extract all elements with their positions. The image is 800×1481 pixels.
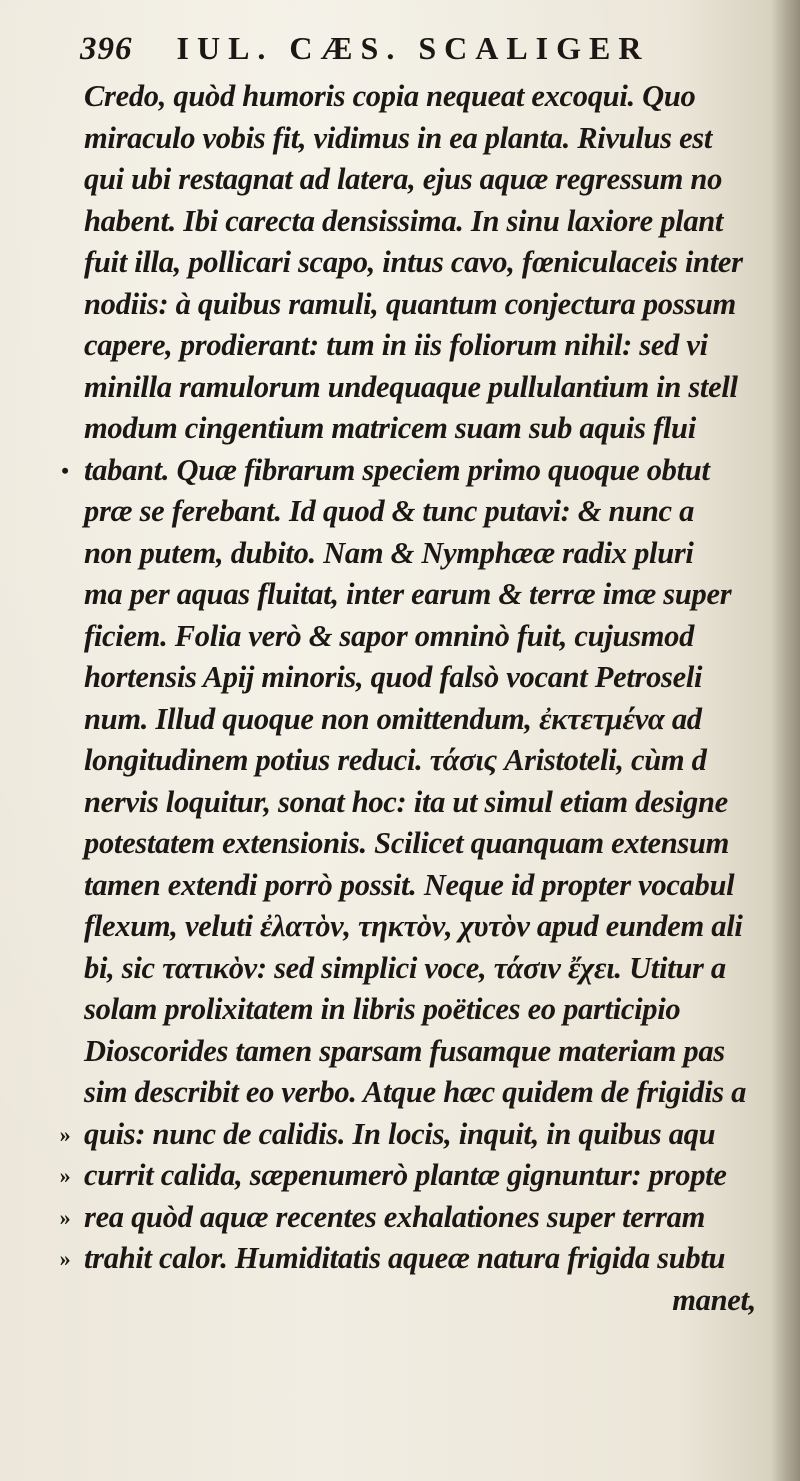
text-line bbox=[84, 491, 796, 533]
text-line bbox=[59, 1197, 796, 1239]
margin-marker: » bbox=[59, 1246, 71, 1271]
text-line bbox=[84, 823, 796, 865]
text-line bbox=[84, 699, 796, 741]
line-text: ma per aquas fluitat, inter earum & terræ imæ super bbox=[84, 577, 732, 611]
text-line bbox=[84, 76, 796, 118]
text-line bbox=[84, 574, 796, 616]
margin-marker: » bbox=[59, 1204, 71, 1230]
margin-marker: • bbox=[61, 457, 69, 483]
line-text: nodiis: à quibus ramuli, quantum conjectura possum bbox=[84, 286, 736, 321]
page-number: 396 bbox=[80, 31, 133, 67]
text-line bbox=[84, 865, 796, 907]
line-text: miraculo vobis fit, vidimus in ea planta. Rivulus est bbox=[84, 120, 713, 155]
text-line bbox=[61, 450, 796, 492]
text-line bbox=[59, 1114, 796, 1156]
text-line bbox=[84, 1072, 796, 1114]
line-text: præ se ferebant. Id quod & tunc putavi: & nunc a bbox=[84, 494, 695, 528]
text-line bbox=[84, 408, 796, 450]
line-text: fuit illa, pollicari scapo, intus cavo, fœniculaceis inter bbox=[84, 245, 743, 279]
line-text: solam prolixitatem in libris poëtices eo participio bbox=[84, 992, 681, 1026]
text-line bbox=[84, 906, 796, 948]
line-text: Credo, quòd humoris copia nequeat excoqui. Quo bbox=[84, 79, 696, 113]
line-text: currit calida, sæpenumerò plantæ gignuntur: propte bbox=[84, 1158, 727, 1192]
text-line bbox=[84, 657, 796, 699]
text-line bbox=[84, 1031, 796, 1073]
text-line bbox=[84, 325, 796, 367]
page-header bbox=[80, 30, 770, 74]
text-line bbox=[84, 159, 796, 201]
line-text: hortensis Apij minoris, quod falsò vocant Petroseli bbox=[84, 660, 703, 694]
line-text: capere, prodierant: tum in iis foliorum nihil: sed vi bbox=[84, 328, 708, 362]
line-text: flexum, veluti ἐλατὸν, τηκτὸν, χυτὸν apud eundem ali bbox=[84, 909, 743, 943]
text-line bbox=[84, 740, 796, 782]
line-text: bi, sic τατικὸν: sed simplici voce, τάσιν ἔχει. Utitur a bbox=[84, 950, 726, 985]
text-line bbox=[84, 989, 796, 1031]
text-line bbox=[84, 242, 796, 284]
text-line bbox=[84, 284, 796, 326]
text-line bbox=[84, 201, 796, 243]
line-text: nervis loquitur, sonat hoc: ita ut simul etiam designe bbox=[84, 784, 728, 819]
text-line bbox=[59, 1155, 796, 1197]
running-head: IUL. CÆS. SCALIGER bbox=[176, 30, 650, 66]
text-line bbox=[84, 367, 796, 409]
line-text: quis: nunc de calidis. In locis, inquit, in quibus aqu bbox=[84, 1116, 716, 1151]
text-line bbox=[84, 948, 796, 990]
line-text: habent. Ibi carecta densissima. In sinu laxiore plant bbox=[84, 203, 724, 238]
line-text: tamen extendi porrò possit. Neque id propter vocabul bbox=[84, 867, 735, 902]
text-line bbox=[84, 616, 796, 658]
line-text: Dioscorides tamen sparsam fusamque materiam pas bbox=[84, 1033, 725, 1068]
margin-marker: » bbox=[59, 1121, 71, 1147]
line-text: non putem, dubito. Nam & Nymphææ radix pluri bbox=[84, 535, 694, 570]
line-text: sim describit eo verbo. Atque hæc quidem de frigidis a bbox=[84, 1075, 747, 1109]
line-text: tabant. Quæ fibrarum speciem primo quoque obtut bbox=[84, 452, 710, 487]
text-line bbox=[84, 533, 796, 575]
line-text: num. Illud quoque non omittendum, ἐκτετμένα ad bbox=[84, 701, 702, 736]
line-text: trahit calor. Humiditatis aqueæ natura frigida subtu bbox=[84, 1241, 726, 1275]
line-text: rea quòd aquæ recentes exhalationes super terram bbox=[84, 1199, 706, 1234]
catchword: manet, bbox=[672, 1282, 756, 1317]
text-line bbox=[84, 782, 796, 824]
margin-marker: » bbox=[59, 1163, 71, 1188]
line-text: longitudinem potius reduci. τάσις Aristoteli, cùm d bbox=[84, 743, 707, 777]
line-text: ficiem. Folia verò & sapor omninò fuit, cujusmod bbox=[84, 618, 695, 653]
line-text: qui ubi restagnat ad latera, ejus aquæ regressum no bbox=[84, 162, 723, 196]
line-text: modum cingentium matricem suam sub aquis flui bbox=[84, 411, 696, 445]
line-text: potestatem extensionis. Scilicet quanquam extensum bbox=[84, 826, 730, 860]
line-text: minilla ramulorum undequaque pullulantium in stell bbox=[84, 369, 738, 404]
text-line bbox=[59, 1238, 796, 1280]
body-text bbox=[59, 76, 796, 1321]
text-line bbox=[84, 118, 796, 160]
